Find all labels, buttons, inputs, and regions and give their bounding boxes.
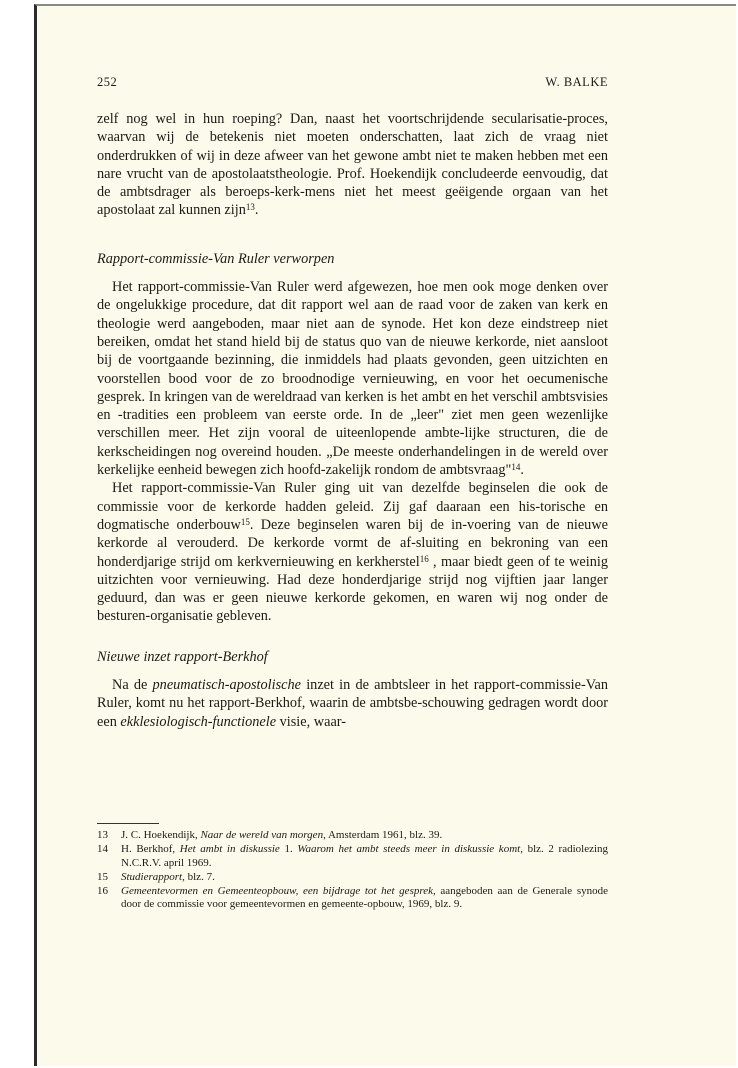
- paragraph-4: Na de pneumatisch-apostolische inzet in de ambtsleer in het rapport-commissie-Van Ruler, komt nu het rapport-Berkhof, waarin de ambtsbe-schouwing gedragen wordt door een ekklesiologisch-functionele visie, waar-: [97, 677, 608, 730]
- footnote-ref: 14: [511, 462, 521, 473]
- footnote-item: 16 Gemeentevormen en Gemeenteopbouw, een bijdrage tot het gesprek, aangeboden aan de Generale synode door de commissie voor gemeentevormen en gemeente-opbouw, 1969, blz. 9.: [97, 885, 608, 911]
- footnote-item: 14 H. Berkhof, Het ambt in diskussie 1. Waarom het ambt steeds meer in diskussie komt, blz. 2 radiolezing N.C.R.V. april 1969.: [97, 843, 609, 869]
- footnote-item: 13 J. C. Hoekendijk, Naar de wereld van morgen, Amsterdam 1961, blz. 39.: [97, 829, 443, 841]
- page-number: 252: [97, 75, 118, 89]
- footnote-ref: 13: [245, 202, 255, 213]
- footnote-item: 15 Studierapport, blz. 7.: [97, 870, 215, 883]
- footnote-rule: [97, 823, 159, 824]
- section-heading-2: Nieuwe inzet rapport-Berkhof: [97, 648, 268, 665]
- main-text: [97, 110, 608, 731]
- paragraph-1: zelf nog wel in hun roeping? Dan, naast het voortschrijdende secularisatie-proces, waarvan wij de betekenis niet moeten onderschatten, laat zich de vraag niet onderdrukken of wij in deze afweer van het gewone ambt niet te maken hebben met een nare vrucht van de apostolaatstheologie. Prof. Hoekendijk concludeerde eenvoudig, dat de ambtsdrager als beroeps-kerk-mens niet het meest geëigende orgaan van het apostolaat zal kunnen zijn$^{13}$.: [97, 111, 608, 219]
- paragraph-3: Het rapport-commissie-Van Ruler ging uit van dezelfde beginselen die ook de commissie voor de kerkorde hadden geleid. Zij gaf daaraan een his-torische en dogmatische onderbouw$^{15}$. Deze beginselen waren bij de in-voering van de nieuwe kerkorde al verouderd. De kerkorde vormt de af-sluiting en bekroning van een honderdjarige strijd om kerkvernieuwing en kerkherstel$^{16}$ , maar biedt geen of te weinig uitzichten voor vernieuwing. Had deze honderdjarige strijd nog vijftien jaar langer geduurd, dan was er geen nieuwe kerkorde gekomen, en waren wij nog onder de besturen-organisatie gebleven.: [97, 480, 609, 625]
- footnote-ref: 16: [419, 553, 429, 564]
- footnote-ref: 15: [240, 516, 250, 527]
- section-heading-1: Rapport-commissie-Van Ruler verworpen: [97, 250, 335, 267]
- footnotes: [97, 829, 608, 913]
- paragraph-2: Het rapport-commissie-Van Ruler werd afgewezen, hoe men ook moge denken over de ongelukkige procedure, dat dit rapport wel aan de raad voor de zaken van kerk en theologie werd aangeboden, maar niet aan de synode. Het kon deze eindstreep niet bereiken, omdat het stand hield bij de status quo van de nieuwe kerkorde, niet aansloot bij de voortgaande bezinning, die inmiddels had plaats gevonden, geen uitzichten en voorstellen bood voor de zo broodnodige vernieuwing, en voor het oecumenische gesprek. In kringen van de wereldraad van kerken is het ambt en het verschil ambtsvisies en -tradities een probleem van eerste orde. In de „leer" ziet men geen wezenlijke verschillen meer. Het zijn vooral de uiteenlopende ambte-lijke structuren, die de kerkscheidingen nog overeind houden. „De meeste onderhandelingen in de wereld over kerkelijke eenheid bewegen zich hoofd-zakelijk rondom de ambtsvraag"$^{14}$.: [97, 279, 608, 479]
- running-author: W. BALKE: [545, 75, 608, 89]
